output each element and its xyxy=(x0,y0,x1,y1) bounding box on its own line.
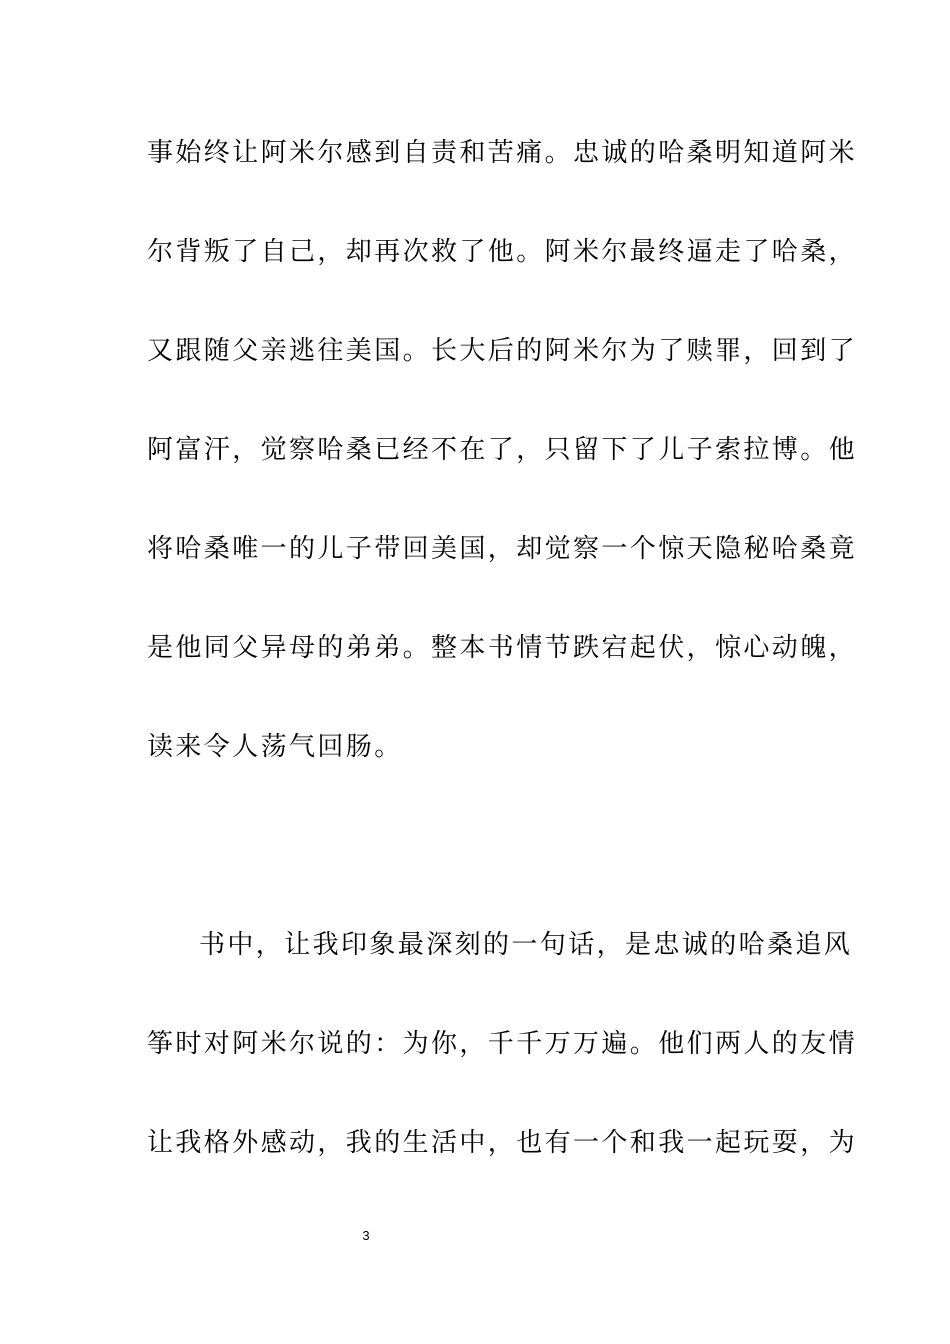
paragraph-1-line-1: 事始终让阿米尔感到自责和苦痛。忠诚的哈桑明知道阿米 xyxy=(147,138,858,168)
paragraph-1-line-2: 尔背叛了自己，却再次救了他。阿米尔最终逼走了哈桑， xyxy=(147,237,858,267)
paragraph-2-line-2: 筝时对阿米尔说的：为你，千千万万遍。他们两人的友情 xyxy=(147,1029,858,1059)
paragraph-2-line-1: 书中，让我印象最深刻的一句话，是忠诚的哈桑追风 xyxy=(199,930,853,960)
paragraph-1-line-5: 将哈桑唯一的儿子带回美国，却觉察一个惊天隐秘哈桑竟 xyxy=(147,534,858,564)
paragraph-2-line-3: 让我格外感动，我的生活中，也有一个和我一起玩耍，为 xyxy=(147,1128,858,1158)
paragraph-1-line-3: 又跟随父亲逃往美国。长大后的阿米尔为了赎罪，回到了 xyxy=(147,336,858,366)
page-number: 3 xyxy=(362,1228,370,1243)
paragraph-1-line-4: 阿富汗，觉察哈桑已经不在了，只留下了儿子索拉博。他 xyxy=(147,435,858,465)
paragraph-1-line-6: 是他同父异母的弟弟。整本书情节跌宕起伏，惊心动魄， xyxy=(147,633,858,663)
paragraph-1-line-7: 读来令人荡气回肠。 xyxy=(147,732,403,762)
